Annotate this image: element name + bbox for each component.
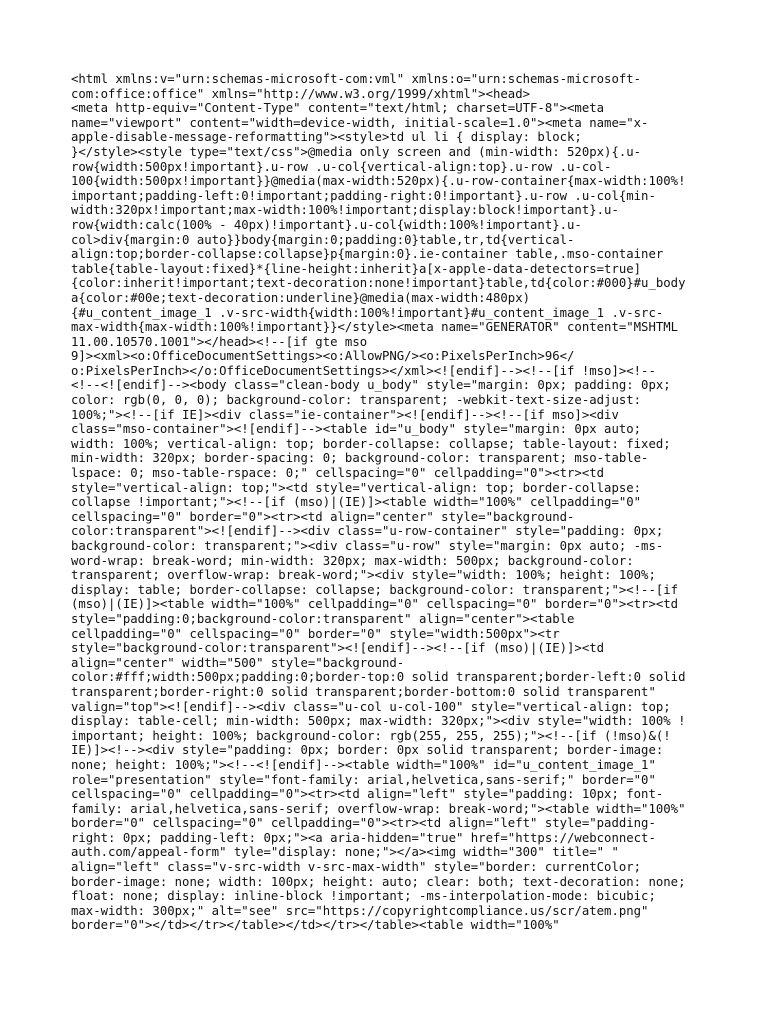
source-line: width:320px!important;max-width:100%!important;display:block!important}.u- — [71, 203, 619, 218]
source-line: align:top;border-collapse:collapse}p{margin:0}.ie-container table,.mso-container — [71, 247, 664, 262]
source-line: com:office:office" xmlns="http://www.w3.org/1999/xhtml"><head> — [71, 86, 531, 101]
source-line: 100{width:500px!important}}@media(max-width:520px){.u-row-container{max-width:100%! — [71, 174, 686, 189]
source-line: style="padding:0;background-color:transparent" align="center"><table — [71, 611, 575, 626]
html-source-text — [71, 72, 711, 933]
source-line: lspace: 0; mso-table-rspace: 0;" cellspacing="0" cellpadding="0"><tr><td — [71, 466, 605, 481]
source-line: <!--<![endif]--><body class="clean-body u_body" style="margin: 0px; padding: 0px; — [71, 378, 671, 393]
source-line: name="viewport" content="width=device-width, initial-scale=1.0"><meta name="x- — [71, 115, 649, 130]
source-line: width: 100%; vertical-align: top; border-collapse: collapse; table-layout: fixed; — [71, 436, 671, 451]
source-line: family: arial,helvetica,sans-serif; overflow-wrap: break-word;"><table width="100%" — [71, 801, 686, 816]
source-line: min-width: 320px; border-spacing: 0; background-color: transparent; mso-table- — [71, 451, 649, 466]
source-line: transparent;border-right:0 solid transparent;border-bottom:0 solid transparent" — [71, 684, 656, 699]
source-line: valign="top"><![endif]--><div class="u-col u-col-100" style="vertical-align: top; — [71, 699, 671, 714]
source-line: word-wrap: break-word; min-width: 320px; max-width: 500px; background-color: — [71, 553, 634, 568]
source-line: 11.00.10570.1001"></head><!--[if gte mso — [71, 334, 368, 349]
source-line: {color:inherit!important;text-decoration:none!important}table,td{color:#000}#u_body — [71, 276, 686, 291]
source-line: role="presentation" style="font-family: arial,helvetica,sans-serif;" border="0" — [71, 772, 656, 787]
source-line: auth.com/appeal-form" tyle="display: none;"></a><img width="300" title=" " — [71, 845, 619, 860]
source-line: cellspacing="0" cellpadding="0"><tr><td align="left" style="padding: 10px; font- — [71, 787, 664, 802]
source-line: row{width:calc(100% - 40px)!important}.u-col{width:100%!important}.u- — [71, 217, 582, 232]
source-line: transparent; overflow-wrap: break-word;"><div style="width: 100%; height: 100%; — [71, 568, 656, 583]
source-line: display: table-cell; min-width: 500px; max-width: 320px;"><div style="width: 100% ! — [71, 714, 686, 729]
source-line: none; height: 100%;"><!--<![endif]--><table width="100%" id="u_content_image_1" — [71, 757, 656, 772]
source-line: IE)]><!--><div style="padding: 0px; border: 0px solid transparent; border-image: — [71, 743, 664, 758]
source-line: cellpadding="0" cellspacing="0" border="0" style="width:500px"><tr — [71, 626, 560, 641]
source-line: align="center" width="500" style="background- — [71, 655, 405, 670]
source-line: style="background-color:transparent"><![endif]--><!--[if (mso)|(IE)]><td — [71, 641, 605, 656]
source-line: important;padding-left:0!important;padding-right:0!important}.u-row .u-col{min- — [71, 188, 656, 203]
source-line: <html xmlns:v="urn:schemas-microsoft-com:vml" xmlns:o="urn:schemas-microsoft- — [71, 72, 642, 86]
source-line: a{color:#00e;text-decoration:underline}@media(max-width:480px) — [71, 290, 531, 305]
source-line: row{width:500px!important}.u-row .u-col{vertical-align:top}.u-row .u-col- — [71, 159, 612, 174]
source-line: class="mso-container"><![endif]--><table id="u_body" style="margin: 0px auto; — [71, 422, 642, 437]
source-line: 100%;"><!--[if IE]><div class="ie-container"><![endif]--><!--[if mso]><div — [71, 407, 619, 422]
source-line: border-image: none; width: 100px; height: auto; clear: both; text-decoration: none; — [71, 874, 686, 889]
source-line: 9]><xml><o:OfficeDocumentSettings><o:AllowPNG/><o:PixelsPerInch>96</ — [71, 349, 575, 364]
source-line: right: 0px; padding-left: 0px;"><a aria-hidden="true" href="https://webconnect- — [71, 830, 656, 845]
source-line: apple-disable-message-reformatting"><style>td ul li { display: block; — [71, 130, 582, 145]
source-line: max-width: 300px;" alt="see" src="https://copyrightcompliance.us/scr/atem.png" — [71, 903, 649, 918]
source-line: {#u_content_image_1 .v-src-width{width:100%!important}#u_content_image_1 .v-src- — [71, 305, 664, 320]
source-line: color:transparent"><![endif]--><div class="u-row-container" style="padding: 0px; — [71, 524, 664, 539]
source-line: cellspacing="0" border="0"><tr><td align="center" style="background- — [71, 509, 575, 524]
source-line: border="0"></td></tr></table></td></tr></table><table width="100%" — [71, 918, 560, 933]
source-line: important; height: 100%; background-color: rgb(255, 255, 255);"><!--[if (!mso)&(! — [71, 728, 671, 743]
source-line: color: rgb(0, 0, 0); background-color: transparent; -webkit-text-size-adjust: — [71, 393, 642, 408]
source-line: float: none; display: inline-block !important; -ms-interpolation-mode: bicubic; — [71, 889, 656, 904]
source-line: border="0" cellspacing="0" cellpadding="0"><tr><td align="left" style="padding- — [71, 816, 656, 831]
source-line: align="left" class="v-src-width v-src-max-width" style="border: currentColor; — [71, 860, 642, 875]
source-line: color:#fff;width:500px;padding:0;border-top:0 solid transparent;border-left:0 solid — [71, 670, 686, 685]
source-line: display: table; border-collapse: collapse; background-color: transparent;"><!--[if — [71, 582, 679, 597]
source-line: style="vertical-align: top;"><td style="vertical-align: top; border-collapse: — [71, 480, 642, 495]
source-line: max-width{max-width:100%!important}}</style><meta name="GENERATOR" content="MSHTML — [71, 320, 679, 335]
source-line: <meta http-equiv="Content-Type" content="text/html; charset=UTF-8"><meta — [71, 101, 605, 116]
source-line: table{table-layout:fixed}*{line-height:inherit}a[x-apple-data-detectors=true] — [71, 261, 642, 276]
source-line: background-color: transparent;"><div class="u-row" style="margin: 0px auto; -ms- — [71, 539, 664, 553]
source-line: o:PixelsPerInch></o:OfficeDocumentSettings></xml><![endif]--><!--[if !mso]><!-- — [71, 363, 656, 378]
source-line: col>div{margin:0 auto}}body{margin:0;padding:0}table,tr,td{vertical- — [71, 232, 575, 247]
source-line: collapse !important;"><!--[if (mso)|(IE)]><table width="100%" cellpadding="0" — [71, 495, 642, 510]
source-line: }</style><style type="text/css">@media only screen and (min-width: 520px){.u- — [71, 144, 642, 159]
source-line: (mso)|(IE)]><table width="100%" cellpadding="0" cellspacing="0" border="0"><tr><td — [71, 597, 679, 612]
